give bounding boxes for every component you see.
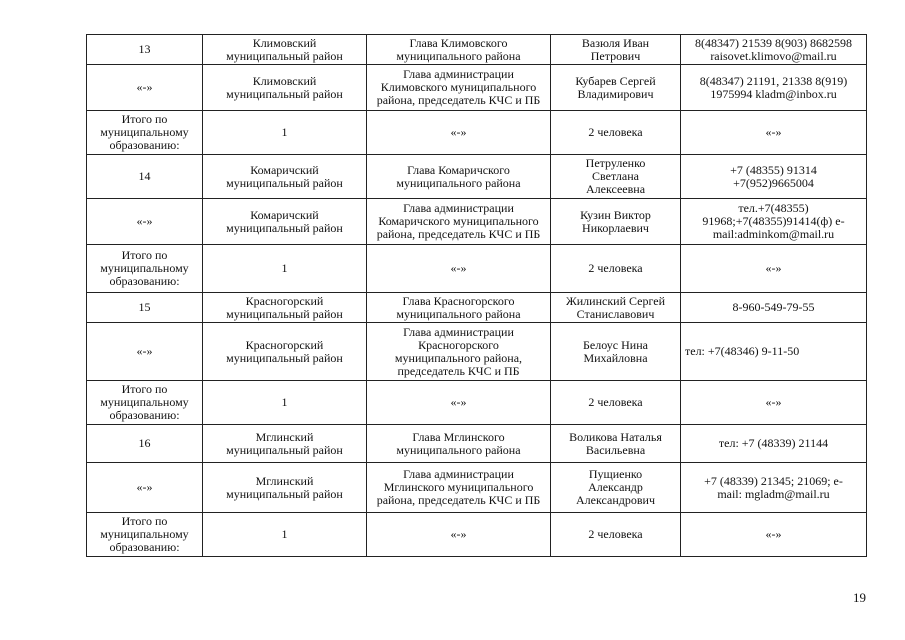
table-row: [87, 155, 867, 199]
cell-text: «-»: [450, 395, 467, 409]
cell-text: Глава администрации Климовского муниципального района, председатель КЧС и ПБ: [376, 67, 541, 107]
person-count-cell: [551, 245, 681, 293]
person-name-cell: [551, 65, 681, 111]
district-cell: [203, 155, 367, 199]
cell-text: Жилинский Сергей Станиславович: [566, 293, 665, 321]
cell-text: 2 человека: [588, 395, 643, 409]
cell-text: 14: [138, 169, 151, 183]
cell-text: 8(48347) 21191, 21338 8(919) 1975994 kladm@inbox.ru: [699, 73, 848, 101]
position-cell: [367, 463, 551, 513]
contact-cell: [681, 425, 867, 463]
table-row: [87, 513, 867, 557]
row-number-cell: [87, 293, 203, 323]
person-name-cell: [551, 199, 681, 245]
person-count-cell: [551, 111, 681, 155]
cell-text: 2 человека: [588, 261, 643, 275]
row-number-cell: [87, 65, 203, 111]
cell-text: Кузин Виктор Никорлаевич: [580, 207, 651, 235]
table-row: [87, 65, 867, 111]
position-cell: [367, 323, 551, 381]
cell-text: Глава Комаричского муниципального района: [396, 162, 521, 190]
cell-text: Мглинский муниципальный район: [226, 473, 343, 501]
cell-text: +7 (48355) 91314 +7(952)9665004: [730, 162, 817, 190]
total-label-cell: [87, 513, 203, 557]
row-number-cell: [87, 35, 203, 65]
cell-text: 2 человека: [588, 527, 643, 541]
cell-text: 13: [138, 42, 151, 56]
cell-text: Глава администрации Комаричского муниципального района, председатель КЧС и ПБ: [376, 201, 541, 241]
contact-cell: [681, 65, 867, 111]
cell-text: 1: [281, 261, 288, 275]
cell-text: «-»: [136, 214, 153, 228]
cell-text: «-»: [765, 261, 782, 275]
cell-text: Мглинский муниципальный район: [226, 429, 343, 457]
cell-text: тел.+7(48355) 91968;+7(48355)91414(ф) e- mail:adminkom@mail.ru: [702, 201, 845, 241]
cell-text: тел: +7(48346) 9-11-50: [685, 344, 800, 358]
cell-text: 8(48347) 21539 8(903) 8682598 raisovet.klimovo@mail.ru: [695, 35, 852, 63]
cell-text: Кубарев Сергей Владимирович: [575, 73, 656, 101]
district-cell: [203, 323, 367, 381]
person-name-cell: [551, 35, 681, 65]
cell-text: Итого по муниципальному образованию:: [100, 382, 189, 422]
position-cell: [367, 199, 551, 245]
count-cell: [203, 245, 367, 293]
position-cell: [367, 245, 551, 293]
cell-text: Глава Климовского муниципального района: [396, 35, 521, 63]
cell-text: Белоус Нина Михайловна: [583, 337, 648, 365]
position-cell: [367, 111, 551, 155]
cell-text: 2 человека: [588, 125, 643, 139]
cell-text: 1: [281, 395, 288, 409]
cell-text: 16: [138, 436, 151, 450]
count-cell: [203, 111, 367, 155]
contact-cell: [681, 463, 867, 513]
contact-cell: [681, 381, 867, 425]
cell-text: «-»: [765, 125, 782, 139]
cell-text: 1: [281, 125, 288, 139]
cell-text: «-»: [136, 80, 153, 94]
cell-text: Глава Мглинского муниципального района: [396, 429, 521, 457]
cell-text: Глава администрации Красногорского муниципального района, председатель КЧС и ПБ: [394, 324, 523, 378]
district-cell: [203, 65, 367, 111]
cell-text: 15: [138, 300, 151, 314]
contact-cell: [681, 245, 867, 293]
cell-text: Пущиенко Александр Александрович: [576, 467, 655, 507]
district-cell: [203, 293, 367, 323]
cell-text: Комаричский муниципальный район: [226, 162, 343, 190]
contact-cell: [681, 323, 867, 381]
total-label-cell: [87, 381, 203, 425]
person-name-cell: [551, 463, 681, 513]
cell-text: Петруленко Светлана Алексеевна: [585, 156, 646, 196]
cell-text: «-»: [765, 527, 782, 541]
cell-text: «-»: [450, 261, 467, 275]
table-row: [87, 381, 867, 425]
contact-cell: [681, 35, 867, 65]
row-number-cell: [87, 155, 203, 199]
position-cell: [367, 293, 551, 323]
contact-cell: [681, 155, 867, 199]
contacts-table: [86, 34, 867, 557]
cell-text: Климовский муниципальный район: [226, 35, 343, 63]
cell-text: «-»: [765, 395, 782, 409]
cell-text: «-»: [136, 480, 153, 494]
row-number-cell: [87, 463, 203, 513]
cell-text: «-»: [450, 125, 467, 139]
person-name-cell: [551, 155, 681, 199]
person-name-cell: [551, 323, 681, 381]
position-cell: [367, 425, 551, 463]
table-row: [87, 425, 867, 463]
district-cell: [203, 35, 367, 65]
district-cell: [203, 463, 367, 513]
page-number: 19: [853, 590, 866, 605]
table-row: [87, 463, 867, 513]
cell-text: Вазюля Иван Петрович: [581, 35, 650, 63]
cell-text: «-»: [136, 344, 153, 358]
cell-text: Глава Красногорского муниципального района: [396, 293, 521, 321]
count-cell: [203, 381, 367, 425]
contact-cell: [681, 199, 867, 245]
cell-text: «-»: [450, 527, 467, 541]
position-cell: [367, 65, 551, 111]
total-label-cell: [87, 111, 203, 155]
table-row: [87, 293, 867, 323]
cell-text: +7 (48339) 21345; 21069; e- mail: mgladm@mail.ru: [704, 473, 843, 501]
position-cell: [367, 513, 551, 557]
cell-text: 8-960-549-79-55: [732, 300, 815, 314]
row-number-cell: [87, 323, 203, 381]
district-cell: [203, 425, 367, 463]
cell-text: тел: +7 (48339) 21144: [718, 436, 829, 450]
table-row: [87, 245, 867, 293]
count-cell: [203, 513, 367, 557]
table-row: [87, 111, 867, 155]
cell-text: Комаричский муниципальный район: [226, 207, 343, 235]
district-cell: [203, 199, 367, 245]
row-number-cell: [87, 425, 203, 463]
person-count-cell: [551, 381, 681, 425]
table-row: [87, 35, 867, 65]
position-cell: [367, 35, 551, 65]
total-label-cell: [87, 245, 203, 293]
person-name-cell: [551, 425, 681, 463]
position-cell: [367, 155, 551, 199]
cell-text: Итого по муниципальному образованию:: [100, 248, 189, 288]
cell-text: 1: [281, 527, 288, 541]
contact-cell: [681, 293, 867, 323]
position-cell: [367, 381, 551, 425]
table-row: [87, 199, 867, 245]
cell-text: Глава администрации Мглинского муниципального района, председатель КЧС и ПБ: [376, 467, 541, 507]
cell-text: Итого по муниципальному образованию:: [100, 112, 189, 152]
cell-text: Климовский муниципальный район: [226, 73, 343, 101]
table-row: [87, 323, 867, 381]
contact-cell: [681, 513, 867, 557]
person-name-cell: [551, 293, 681, 323]
cell-text: Красногорский муниципальный район: [226, 293, 343, 321]
person-count-cell: [551, 513, 681, 557]
row-number-cell: [87, 199, 203, 245]
cell-text: Красногорский муниципальный район: [226, 337, 343, 365]
cell-text: Итого по муниципальному образованию:: [100, 514, 189, 554]
cell-text: Воликова Наталья Васильевна: [569, 429, 662, 457]
contact-cell: [681, 111, 867, 155]
